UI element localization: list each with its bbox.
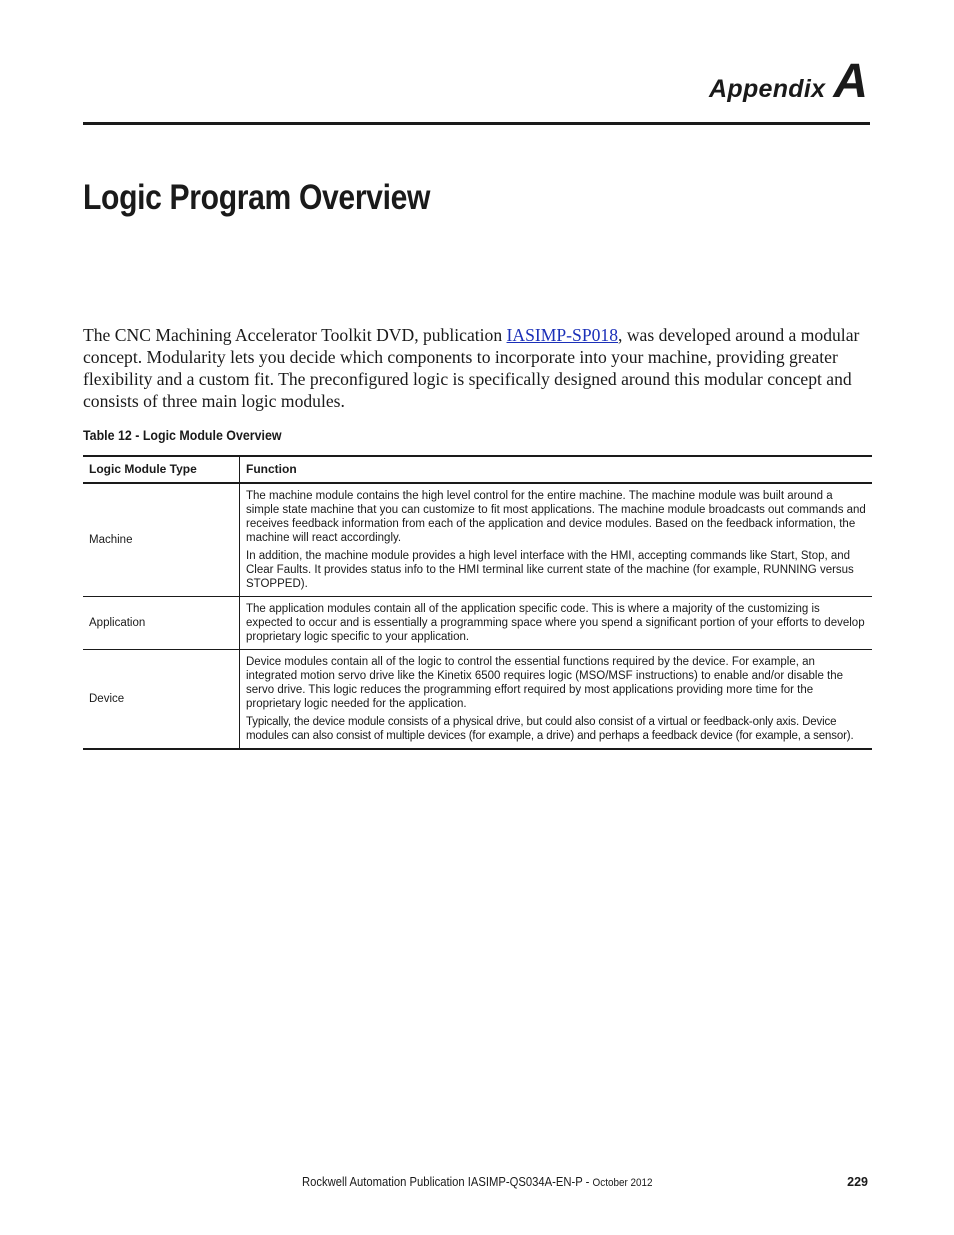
appendix-header xyxy=(709,55,868,108)
module-type-cell: Application xyxy=(83,597,240,650)
appendix-letter: A xyxy=(833,55,868,108)
table-row-application xyxy=(83,597,872,650)
page-title: Logic Program Overview xyxy=(83,178,431,217)
function-paragraph: The application modules contain all of the application specific code. This is where a majority of the customizing is expected to occur and is essentially a programming space where you spend a significant portion of your efforts to develop proprietary logic specific to your application. xyxy=(246,603,865,643)
function-cell xyxy=(240,650,873,750)
function-paragraph: In addition, the machine module provides a high level interface with the HMI, accepting commands like Start, Stop, and Clear Faults. It provides status info to the HMI terminal like current state of the machine (for example, RUNNING versus STOPPED). xyxy=(246,550,854,590)
logic-module-table xyxy=(83,455,872,750)
function-cell xyxy=(240,483,873,597)
header-function: Function xyxy=(240,456,873,483)
intro-text-start: The CNC Machining Accelerator Toolkit DVD, publication xyxy=(83,325,507,345)
table-row-device xyxy=(83,650,872,750)
module-type-cell: Device xyxy=(83,650,240,750)
function-paragraph: Device modules contain all of the logic to control the essential functions required by the device. For example, an integrated motion servo drive like the Kinetix 6500 requires logic (MSO/MSF instructions) to enable and/or disable the servo drive. This logic reduces the programming effort required by most applications providing more time for the proprietary logic needed for the application. xyxy=(246,656,844,710)
footer-publication xyxy=(302,1175,653,1189)
appendix-label: Appendix xyxy=(709,75,826,103)
page-number: 229 xyxy=(847,1175,868,1189)
publication-link[interactable]: IASIMP-SP018 xyxy=(506,325,619,345)
function-paragraph: The machine module contains the high level control for the entire machine. The machine module was built around a simple state machine that you can customize to fit most applications. The machine module broadcasts out commands and receives feedback information from each of the application and device modules. Based on the feedback information, the machine will react accordingly. xyxy=(246,490,866,544)
header-logic-module-type: Logic Module Type xyxy=(83,456,240,483)
table-caption: Table 12 - Logic Module Overview xyxy=(83,428,282,443)
header-rule xyxy=(83,122,870,125)
table-row-machine xyxy=(83,483,872,597)
intro-paragraph xyxy=(83,324,873,412)
table-header-row xyxy=(83,456,872,483)
function-cell xyxy=(240,597,873,650)
footer-publication-text: Rockwell Automation Publication IASIMP-QS034A-EN-P - xyxy=(302,1175,593,1189)
footer-date: October 2012 xyxy=(592,1177,653,1189)
module-type-cell: Machine xyxy=(83,483,240,597)
function-paragraph: Typically, the device module consists of a physical drive, but could also consist of a virtual or feedback-only axis. Device modules can also consist of multiple devices (for example, a drive) and perhaps a feedback device (for example, a sensor). xyxy=(246,716,854,742)
intro-text-end: , was developed around a modular concept. Modularity lets you decide which components to incorporate into your machine, providing greater flexibility and a custom fit. The preconfigured logic is specifically designed around this modular concept and consists of three main logic modules. xyxy=(83,325,860,411)
